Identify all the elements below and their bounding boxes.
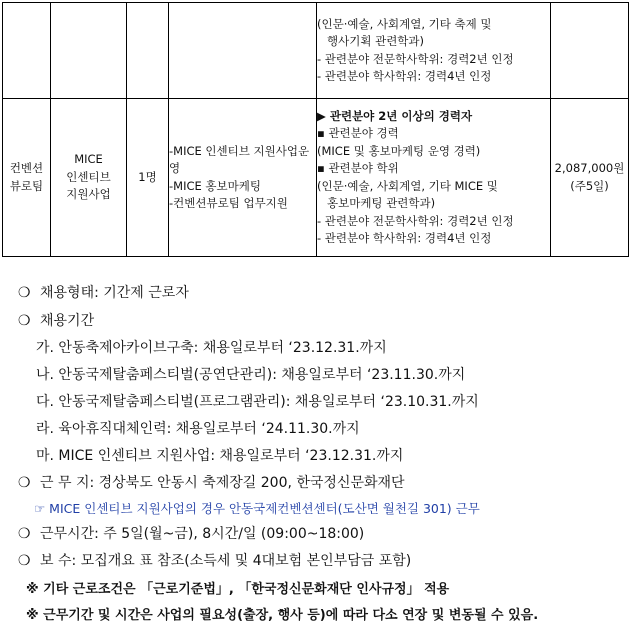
period-item: 가. 안동축제아카이브구축: 채용일로부터 ‘23.12.31.까지 bbox=[36, 340, 387, 356]
table-cell-duties bbox=[169, 99, 317, 257]
requirement-line: (MICE 및 홍보마케팅 운영 경력) bbox=[317, 143, 481, 158]
period-item: 라. 육아휴직대체인력: 채용일로부터 ‘24.11.30.까지 bbox=[36, 421, 360, 437]
requirement-line: - 관련분야 학사학위: 경력4년 인정 bbox=[317, 69, 492, 83]
salary-text: 2,087,000원 (주5일) bbox=[554, 161, 625, 193]
table-row bbox=[3, 3, 629, 99]
table-cell-project bbox=[51, 3, 127, 99]
note-work-hours: ❍ 근무시간: 주 5일(월~금), 8시간/일 (09:00~18:00) bbox=[18, 526, 365, 542]
remark-work-period: ※ 근무기간 및 시간은 사업의 필요성(출장, 행사 등)에 따라 다소 연장 및 변동될 수 있음. bbox=[26, 608, 539, 623]
duty-line: -MICE 홍보마케팅 bbox=[169, 178, 261, 193]
project-text: MICE 인센티브 지원사업 bbox=[66, 152, 111, 202]
requirement-line: - 관련분야 전문학사학위: 경력2년 인정 bbox=[317, 51, 514, 66]
requirement-line: ▪ 관련분야 학위 bbox=[317, 161, 399, 175]
table-cell-project bbox=[51, 99, 127, 257]
duty-line: -MICE 인센티브 지원사업운영 bbox=[169, 143, 310, 175]
workplace-note: ☞ MICE 인센티브 지원사업의 경우 안동국제컨벤션센터(도산면 월천길 301) 근무 bbox=[34, 501, 480, 516]
note-workplace: ❍ 근 무 지: 경상북도 안동시 축제장길 200, 한국정신문화재단 bbox=[18, 475, 405, 491]
circle-bullet-icon: ❍ bbox=[18, 553, 31, 569]
period-item: 마. MICE 인센티브 지원사업: 채용일로부터 ‘23.12.31.까지 bbox=[36, 448, 404, 464]
table-cell-salary bbox=[551, 3, 629, 99]
period-item: 다. 안동국제탈춤페스티벌(프로그램관리): 채용일로부터 ‘23.10.31.까지 bbox=[36, 394, 479, 410]
table-cell-requirements bbox=[317, 99, 551, 257]
table-cell-field bbox=[3, 99, 51, 257]
note-pay: ❍ 보 수: 모집개요 표 참조(소득세 및 4대보험 본인부담금 포함) bbox=[18, 553, 412, 569]
requirement-line: (인문·예술, 사회계열, 기타 축제 및 bbox=[317, 16, 492, 31]
requirement-line: - 관련분야 학사학위: 경력4년 인정 bbox=[317, 231, 492, 245]
requirement-line: ▪ 관련분야 경력 bbox=[317, 126, 399, 140]
circle-bullet-icon: ❍ bbox=[18, 313, 31, 329]
circle-bullet-icon: ❍ bbox=[18, 475, 31, 491]
table-cell-requirements bbox=[317, 3, 551, 99]
table-row bbox=[3, 99, 629, 257]
requirement-line: - 관련분야 전문학사학위: 경력2년 인정 bbox=[317, 213, 514, 228]
requirement-line: 행사기획 관련학과) bbox=[327, 34, 425, 48]
period-item: 나. 안동국제탈춤페스티벌(공연단관리): 채용일로부터 ‘23.11.30.까지 bbox=[36, 367, 466, 383]
note-employment-type: ❍ 채용형태: 기간제 근로자 bbox=[18, 285, 189, 301]
requirement-line: (인문·예술, 사회계열, 기타 MICE 및 bbox=[317, 178, 498, 193]
note-period-title: ❍ 채용기간 bbox=[18, 313, 95, 329]
requirement-line: 홍보마케팅 관련학과) bbox=[327, 196, 436, 210]
duty-line: -컨벤션뷰로팀 업무지원 bbox=[169, 196, 288, 210]
circle-bullet-icon: ❍ bbox=[18, 285, 31, 301]
recruitment-table bbox=[2, 2, 629, 257]
table-cell-field bbox=[3, 3, 51, 99]
table-cell-count: 1명 bbox=[127, 99, 169, 257]
table-cell-count bbox=[127, 3, 169, 99]
table-cell-salary bbox=[551, 99, 629, 257]
field-text: 컨벤션 뷰로팀 bbox=[9, 161, 44, 193]
remark-labor-conditions: ※ 기타 근로조건은 「근로기준법」, 「한국정신문화재단 인사규정」 적용 bbox=[26, 582, 450, 597]
requirement-heading: ▶ 관련분야 2년 이상의 경력자 bbox=[317, 108, 473, 123]
circle-bullet-icon: ❍ bbox=[18, 526, 31, 542]
table-cell-duties bbox=[169, 3, 317, 99]
